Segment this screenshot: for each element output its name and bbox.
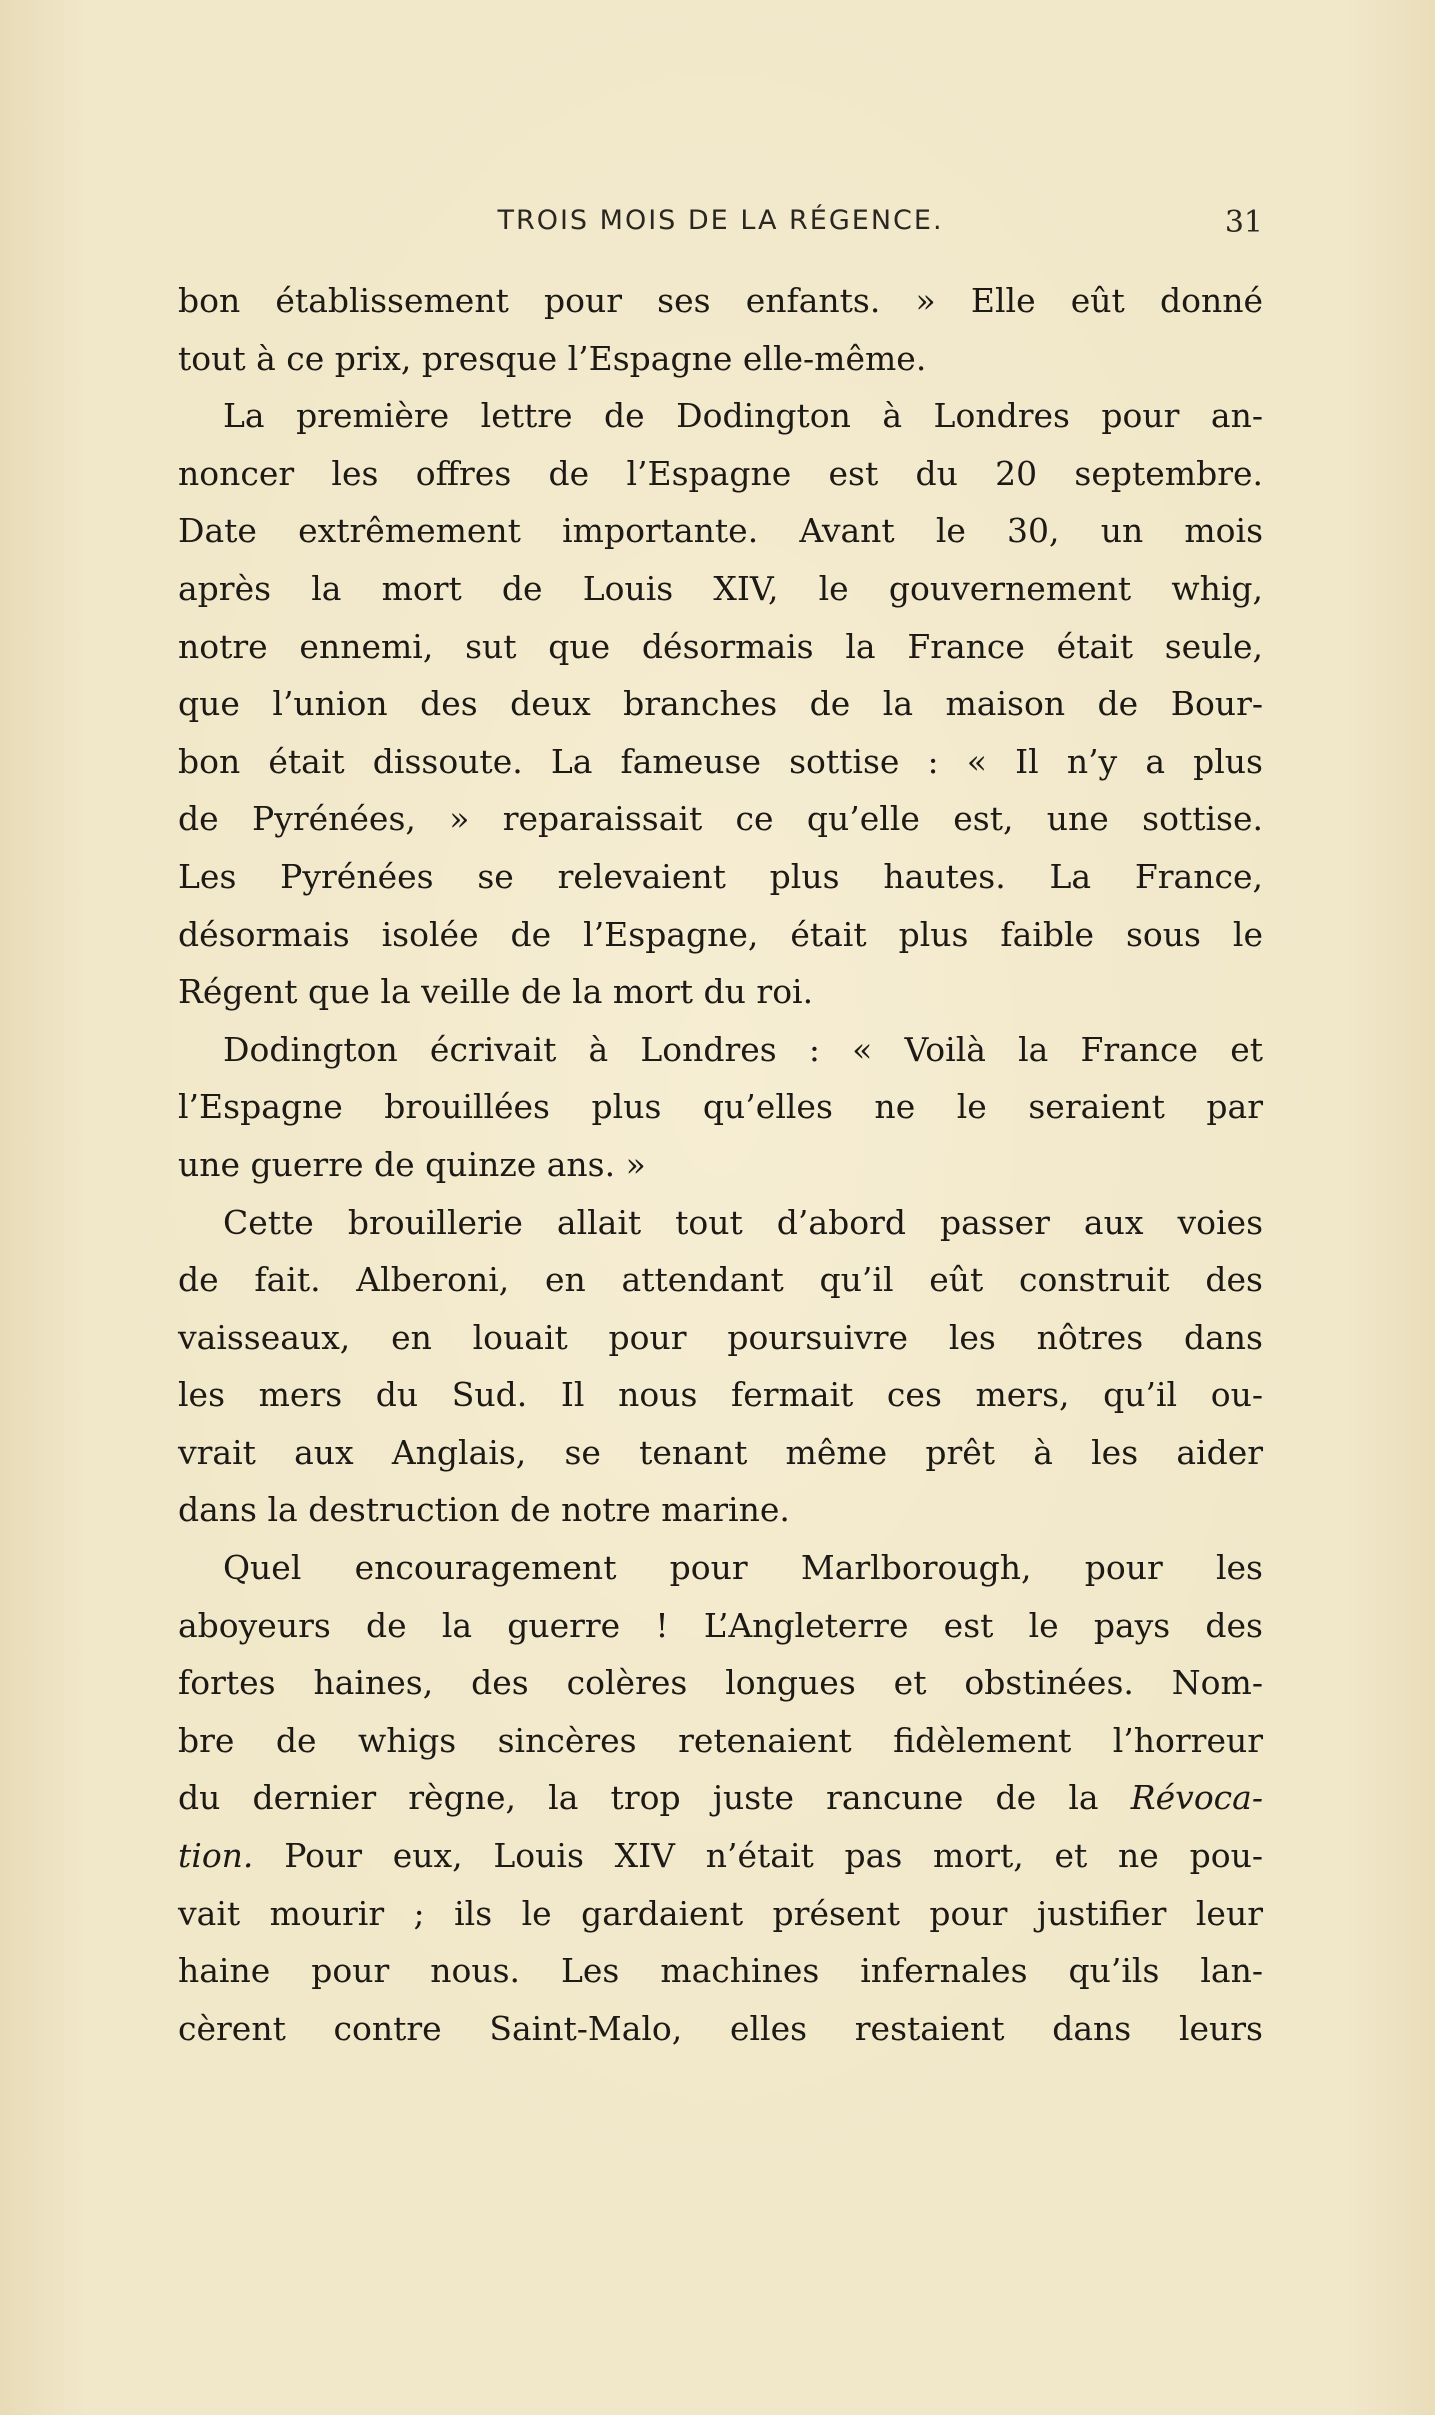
text-line: Date extrêmement importante. Avant le 30, un mois xyxy=(178,511,1263,551)
text-line: vaisseaux, en louait pour poursuivre les nôtres dans xyxy=(178,1317,1263,1357)
text-line: une guerre de quinze ans. » xyxy=(178,1144,646,1184)
text-line xyxy=(178,1827,1263,1885)
text-line: tout à ce prix, presque l’Espagne elle-même. xyxy=(178,338,927,378)
text-line: bre de whigs sincères retenaient fidèlement l’horreur xyxy=(178,1720,1263,1760)
text-line: Régent que la veille de la mort du roi. xyxy=(178,972,814,1012)
body-text xyxy=(178,272,1263,2057)
italic-word: tion. xyxy=(178,1836,254,1876)
text-line: vrait aux Anglais, se tenant même prêt à les aider xyxy=(178,1432,1263,1472)
text-line: bon était dissoute. La fameuse sottise : « Il n’y a plus xyxy=(178,741,1263,781)
text-line: après la mort de Louis XIV, le gouvernement whig, xyxy=(178,568,1263,608)
page-header xyxy=(178,205,1263,255)
text-line: l’Espagne brouillées plus qu’elles ne le seraient par xyxy=(178,1087,1263,1127)
text-fragment: du dernier règne, la trop juste rancune de la xyxy=(178,1778,1099,1818)
italic-word: Révoca- xyxy=(1130,1778,1263,1818)
text-line: de fait. Alberoni, en attendant qu’il eût construit des xyxy=(178,1260,1263,1300)
text-line: Dodington écrivait à Londres : « Voilà la France et xyxy=(223,1029,1263,1069)
text-line: noncer les offres de l’Espagne est du 20 septembre. xyxy=(178,453,1263,493)
text-line: La première lettre de Dodington à Londres pour an- xyxy=(223,396,1263,436)
text-line: aboyeurs de la guerre ! L’Angleterre est le pays des xyxy=(178,1605,1263,1645)
text-line: haine pour nous. Les machines infernales qu’ils lan- xyxy=(178,1951,1263,1991)
text-line: fortes haines, des colères longues et obstinées. Nom- xyxy=(178,1663,1263,1703)
text-line: Les Pyrénées se relevaient plus hautes. La France, xyxy=(178,856,1263,896)
text-line: cèrent contre Saint-Malo, elles restaient dans leurs xyxy=(178,2008,1263,2048)
text-line: Cette brouillerie allait tout d’abord passer aux voies xyxy=(223,1202,1263,1242)
text-line: que l’union des deux branches de la maison de Bour- xyxy=(178,684,1263,724)
text-line: désormais isolée de l’Espagne, était plus faible sous le xyxy=(178,914,1263,954)
text-line xyxy=(178,1769,1263,1827)
text-line: vait mourir ; ils le gardaient présent pour justifier leur xyxy=(178,1893,1263,1933)
text-line: les mers du Sud. Il nous fermait ces mers, qu’il ou- xyxy=(178,1375,1263,1415)
page-number: 31 xyxy=(1224,205,1263,240)
text-line: dans la destruction de notre marine. xyxy=(178,1490,790,1530)
text-line: de Pyrénées, » reparaissait ce qu’elle est, une sottise. xyxy=(178,799,1263,839)
text-line: notre ennemi, sut que désormais la France était seule, xyxy=(178,626,1263,666)
text-fragment: Pour eux, Louis XIV n’était pas mort, et ne pou- xyxy=(284,1836,1263,1876)
running-title: TROIS MOIS DE LA RÉGENCE. xyxy=(497,205,944,236)
text-line: Quel encouragement pour Marlborough, pour les xyxy=(223,1548,1263,1588)
text-line: bon établissement pour ses enfants. » Elle eût donné xyxy=(178,281,1263,320)
